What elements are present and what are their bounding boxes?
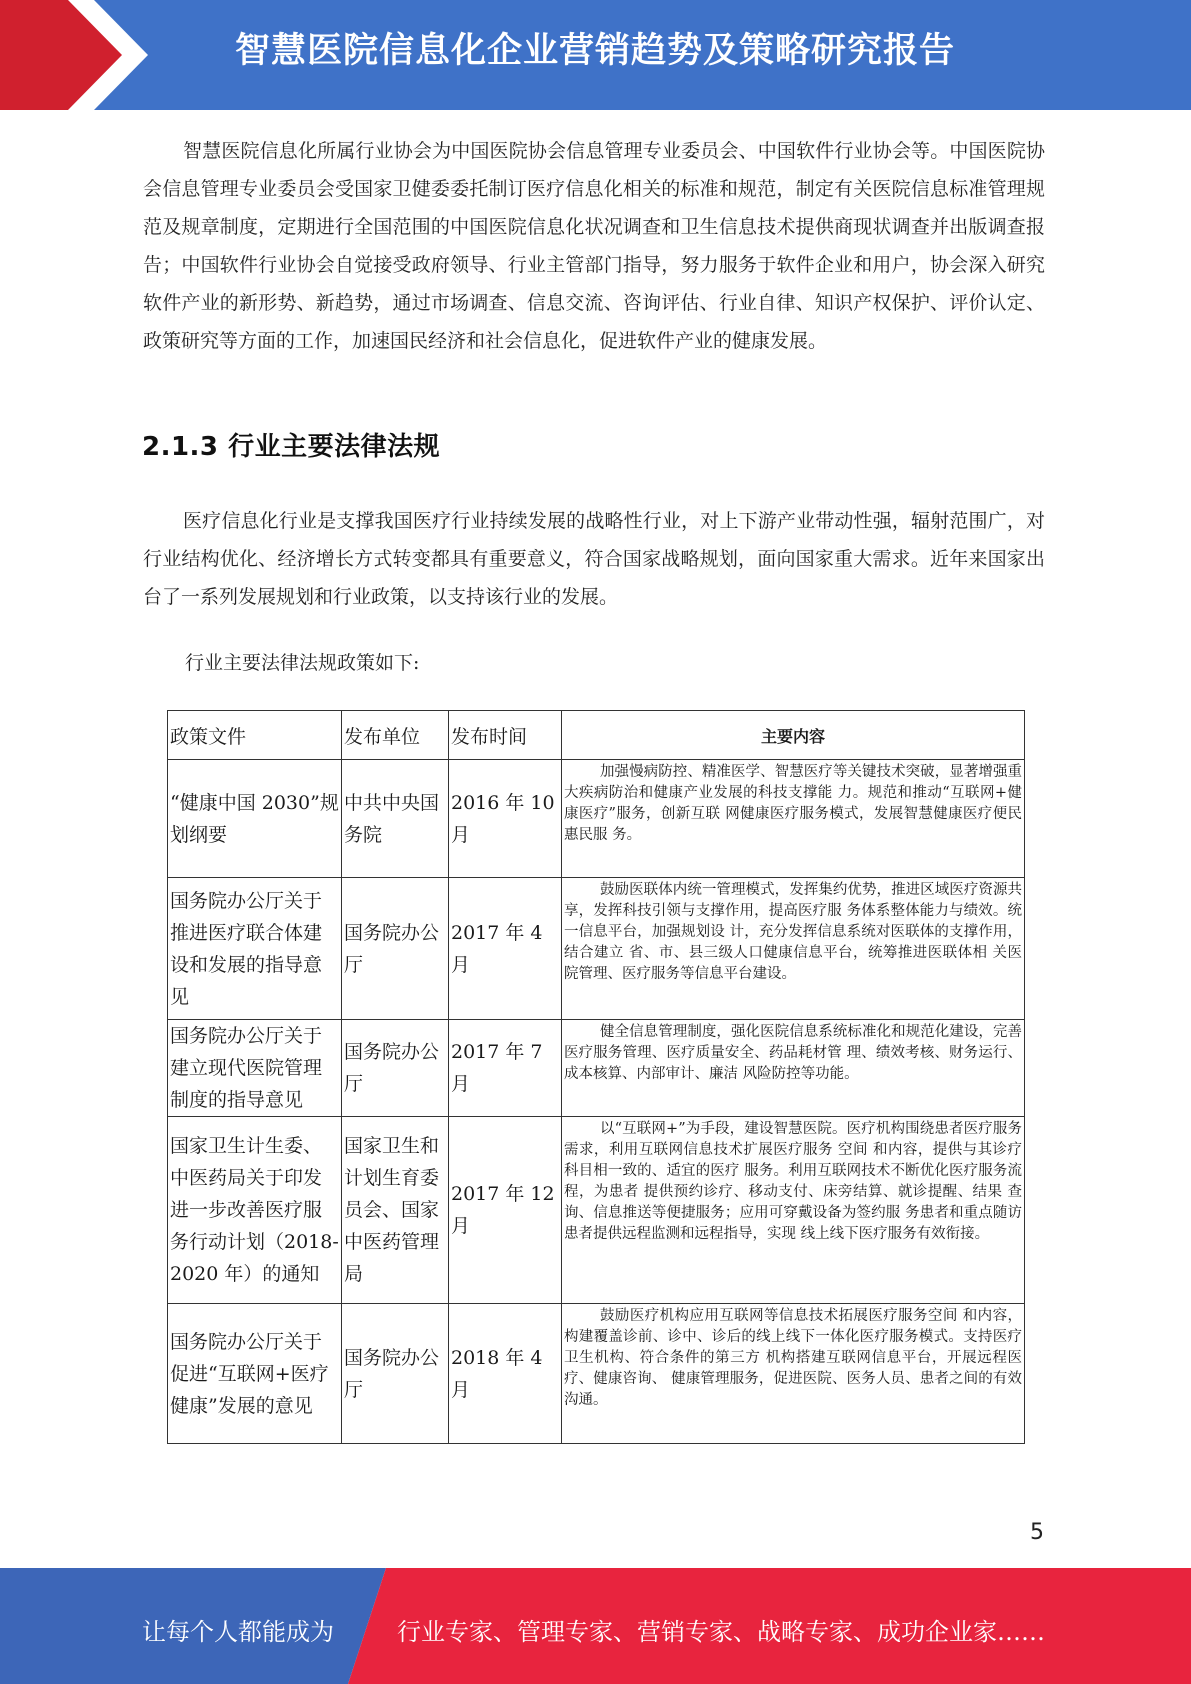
cell-unit: 国务院办公厅 [342,878,449,1020]
paragraph-industry-importance: 医疗信息化行业是支撑我国医疗行业持续发展的战略性行业，对上下游产业带动性强，辐射范围广，对行业结构优化、经济增长方式转变都具有重要意义，符合国家战略规划，面向国家重大需求。近年来国家出台了一系列发展规划和行业政策，以支持该行业的发展。 [143,510,1045,608]
table-row [168,760,1025,878]
table-row [168,1304,1025,1444]
footer-slogan-left: 让每个人都能成为 [142,1618,334,1646]
header-content: 主要内容 [562,711,1025,760]
header-date: 发布时间 [449,711,562,760]
cell-doc: 国务院办公厅关于促进“互联网+医疗健康”发展的意见 [168,1304,342,1444]
cell-unit: 中共中央国务院 [342,760,449,878]
cell-doc: 国务院办公厅关于推进医疗联合体建设和发展的指导意见 [168,878,342,1020]
footer-slogan-right: 行业专家、管理专家、营销专家、战略专家、成功企业家…… [397,1618,1045,1646]
cell-content: 加强慢病防控、精准医学、智慧医疗等关键技术突破，显著增强重大疾病防治和健康产业发展的科技支撑能 力。规范和推动“互联网+健康医疗”服务，创新互联 网健康医疗服务模式，发展智慧健康医疗便民惠民服 务。 [562,760,1025,878]
table-row [168,878,1025,1020]
cell-date: 2018 年 4 月 [449,1304,562,1444]
cell-content: 鼓励医疗机构应用互联网等信息技术拓展医疗服务空间 和内容，构建覆盖诊前、诊中、诊后的线上线下一体化医疗服务模式。支持医疗卫生机构、符合条件的第三方 机构搭建互联网信息平台，开展远程医疗、健康咨询、 健康管理服务，促进医院、医务人员、患者之间的有效 沟通。 [562,1304,1025,1444]
paragraph-industry-associations: 智慧医院信息化所属行业协会为中国医院协会信息管理专业委员会、中国软件行业协会等。中国医院协会信息管理专业委员会受国家卫健委委托制订医疗信息化相关的标准和规范，制定有关医院信息标准管理规范及规章制度，定期进行全国范围的中国医院信息化状况调查和卫生信息技术提供商现状调查并出版调查报告；中国软件行业协会自觉接受政府领导、行业主管部门指导，努力服务于软件企业和用户，协会深入研究软件产业的新形势、新趋势，通过市场调查、信息交流、咨询评估、行业自律、知识产权保护、评价认定、政策研究等方面的工作，加速国民经济和社会信息化，促进软件产业的健康发展。 [143,140,1045,352]
cell-unit: 国家卫生和计划生育委员会、国家中医药管理局 [342,1117,449,1304]
section-heading: 2.1.3 行业主要法律法规 [142,432,441,462]
cell-date: 2017 年 7 月 [449,1020,562,1117]
cell-date: 2016 年 10 月 [449,760,562,878]
table-row [168,1020,1025,1117]
header-unit: 发布单位 [342,711,449,760]
cell-date: 2017 年 4 月 [449,878,562,1020]
table-row [168,1117,1025,1304]
header-doc: 政策文件 [168,711,342,760]
cell-content: 鼓励医联体内统一管理模式，发挥集约优势，推进区域医疗资源共享，发挥科技引领与支撑作用，提高医疗服 务体系整体能力与绩效。统一信息平台，加强规划设 计，充分发挥信息系统对医联体的支撑作用，结合建立 省、市、县三级人口健康信息平台，统筹推进医联体相 关医院管理、医疗服务等信息平台建设。 [562,878,1025,1020]
report-title: 智慧医院信息化企业营销趋势及策略研究报告 [235,31,956,71]
header-arrow-decoration [0,0,160,110]
cell-doc: “健康中国 2030”规划纲要 [168,760,342,878]
cell-content: 以“互联网+”为手段，建设智慧医院。医疗机构围绕患者医疗服务需求，利用互联网信息技术扩展医疗服务 空间 和内容，提供与其诊疗科目相一致的、适宜的医疗 服务。利用互联网技术不断优化医疗服务流程，为患者 提供预约诊疗、移动支付、床旁结算、就诊提醒、结果 查询、信息推送等便捷服务；应用可穿戴设备为签约服 务患者和重点随访患者提供远程监测和远程指导，实现 线上线下医疗服务有效衔接。 [562,1117,1025,1304]
cell-unit: 国务院办公厅 [342,1304,449,1444]
page-number: 5 [1030,1520,1044,1545]
cell-doc: 国务院办公厅关于建立现代医院管理制度的指导意见 [168,1020,342,1117]
cell-date: 2017 年 12 月 [449,1117,562,1304]
cell-doc: 国家卫生计生委、中医药局关于印发进一步改善医疗服务行动计划（2018-2020 年）的通知 [168,1117,342,1304]
policy-table [167,710,1025,1444]
table-intro: 行业主要法律法规政策如下: [185,652,420,674]
cell-content: 健全信息管理制度，强化医院信息系统标准化和规范化建设，完善医疗服务管理、医疗质量安全、药品耗材管 理、绩效考核、财务运行、成本核算、内部审计、廉洁 风险防控等功能。 [562,1020,1025,1117]
table-header-row [168,711,1025,760]
cell-unit: 国务院办公厅 [342,1020,449,1117]
